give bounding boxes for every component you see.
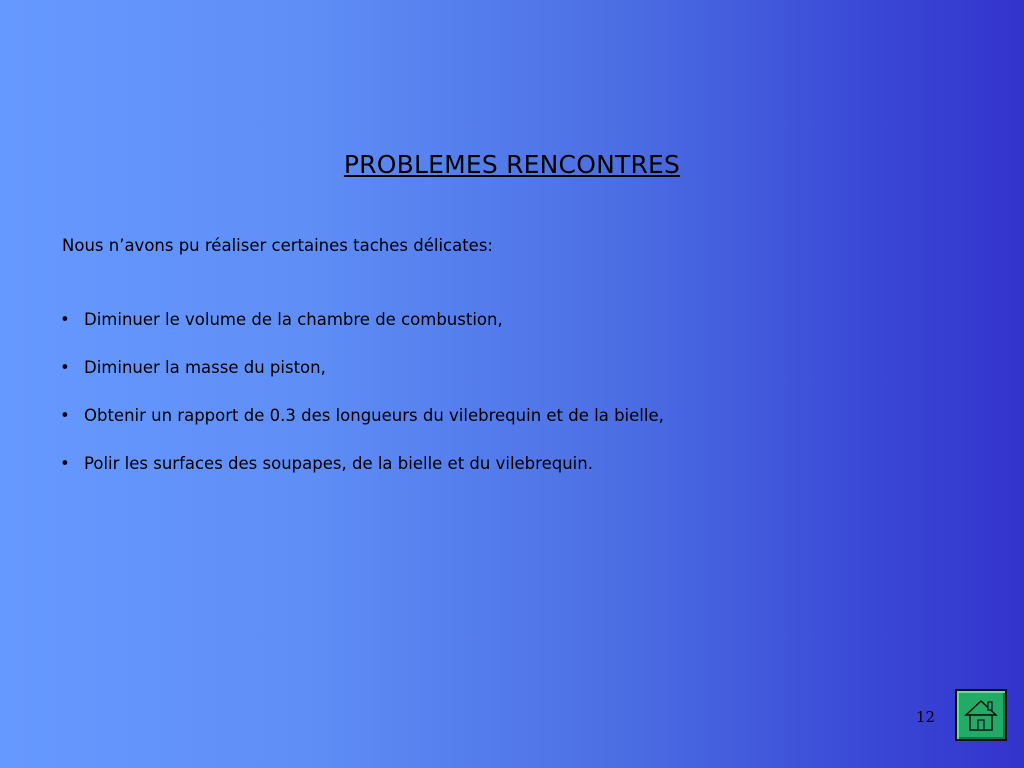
bullet-list	[58, 308, 664, 500]
list-item-text: Obtenir un rapport de 0.3 des longueurs du vilebrequin et de la bielle,	[84, 406, 664, 425]
bullet-marker: •	[60, 454, 70, 473]
home-icon	[961, 695, 1001, 735]
list-item-text: Polir les surfaces des soupapes, de la bielle et du vilebrequin.	[84, 454, 593, 473]
list-item	[58, 308, 664, 356]
list-item	[58, 404, 664, 452]
list-item	[58, 356, 664, 404]
home-button[interactable]	[955, 689, 1007, 741]
list-item	[58, 452, 664, 500]
bullet-marker: •	[60, 358, 70, 377]
list-item-text: Diminuer la masse du piston,	[84, 358, 326, 377]
slide-title: PROBLEMES RENCONTRES	[343, 150, 681, 179]
bullet-marker: •	[60, 310, 70, 329]
bullet-marker: •	[60, 406, 70, 425]
page-number: 12	[916, 708, 936, 726]
list-item-text: Diminuer le volume de la chambre de combustion,	[84, 310, 503, 329]
intro-text: Nous n’avons pu réaliser certaines taches délicates:	[62, 236, 493, 255]
